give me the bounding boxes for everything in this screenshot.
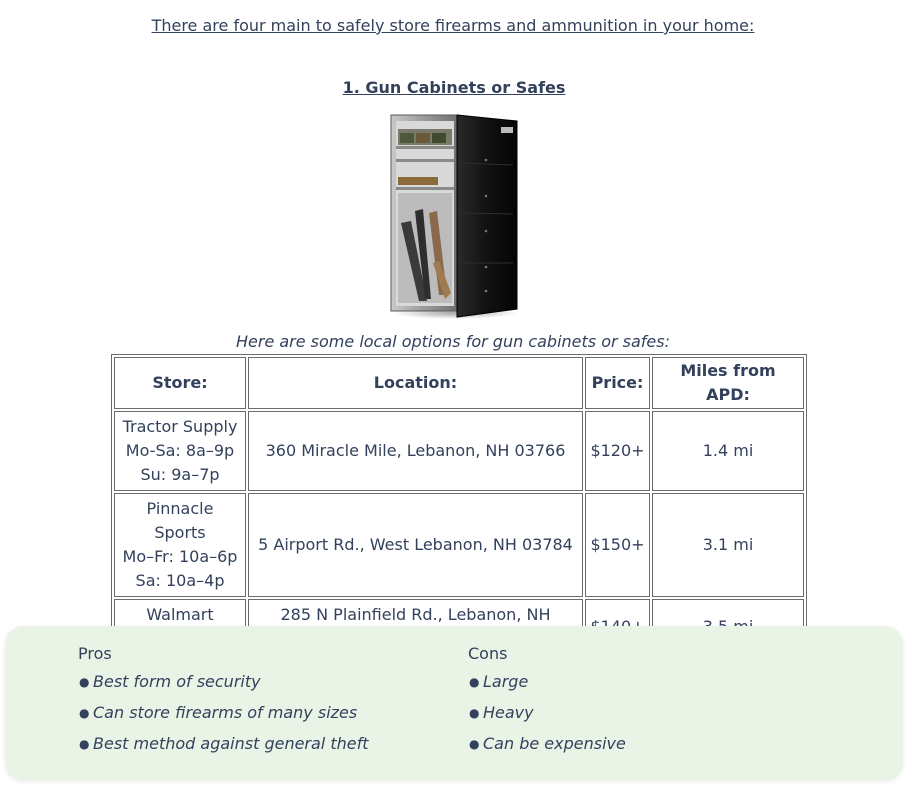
list-item: ● Can be expensive (469, 734, 626, 753)
header-store: Store: (114, 357, 246, 409)
location-cell: 5 Airport Rd., West Lebanon, NH 03784 (248, 493, 583, 597)
store-hours: Mo–Fr: 10a–6p (122, 547, 238, 566)
store-options-table (111, 354, 807, 658)
bullet-icon: ● (79, 706, 90, 720)
section-heading: 1. Gun Cabinets or Safes (342, 78, 566, 97)
intro-text: There are four main to safely store firearms and ammunition in your home: (151, 16, 755, 35)
pros-cons-panel (5, 626, 903, 781)
price-cell: $120+ (585, 411, 650, 491)
store-cell (114, 493, 246, 597)
list-item: ● Can store firearms of many sizes (79, 703, 358, 722)
store-hours: Sa: 10a–4p (135, 571, 225, 590)
header-miles: Miles from APD: (652, 357, 804, 409)
list-item: ● Large (469, 672, 529, 691)
cons-list (468, 672, 626, 754)
list-item: ● Best form of security (79, 672, 261, 691)
store-name: Tractor Supply (122, 417, 238, 436)
pros-column (78, 644, 369, 765)
table-row (114, 411, 804, 491)
location-cell: 360 Miracle Mile, Lebanon, NH 03766 (248, 411, 583, 491)
cons-title: Cons (468, 644, 508, 663)
bullet-icon: ● (79, 737, 90, 751)
price-cell: $150+ (585, 493, 650, 597)
store-hours: Su: 9a–7p (140, 465, 220, 484)
miles-cell: 3.1 mi (652, 493, 804, 597)
table-header-row (114, 357, 804, 409)
bullet-icon: ● (469, 675, 480, 689)
table-row (114, 493, 804, 597)
cons-column (468, 644, 626, 765)
store-name: Pinnacle Sports (146, 499, 214, 542)
store-hours: Mo-Sa: 8a–9p (125, 441, 235, 460)
bullet-icon: ● (79, 675, 90, 689)
header-location: Location: (248, 357, 583, 409)
list-item: ● Best method against general theft (79, 734, 369, 753)
pros-list (78, 672, 369, 754)
location-cell: 285 N Plainfield Rd., Lebanon, NH (248, 599, 583, 655)
table-caption: Here are some local options for gun cabinets or safes: (235, 332, 670, 351)
store-name: Walmart (146, 605, 214, 624)
miles-cell: 1.4 mi (652, 411, 804, 491)
bullet-icon: ● (469, 737, 480, 751)
gun-safe-image (389, 113, 521, 321)
bullet-icon: ● (469, 706, 480, 720)
header-price: Price: (585, 357, 650, 409)
list-item: ● Heavy (469, 703, 534, 722)
pros-title: Pros (78, 644, 112, 663)
store-cell (114, 411, 246, 491)
